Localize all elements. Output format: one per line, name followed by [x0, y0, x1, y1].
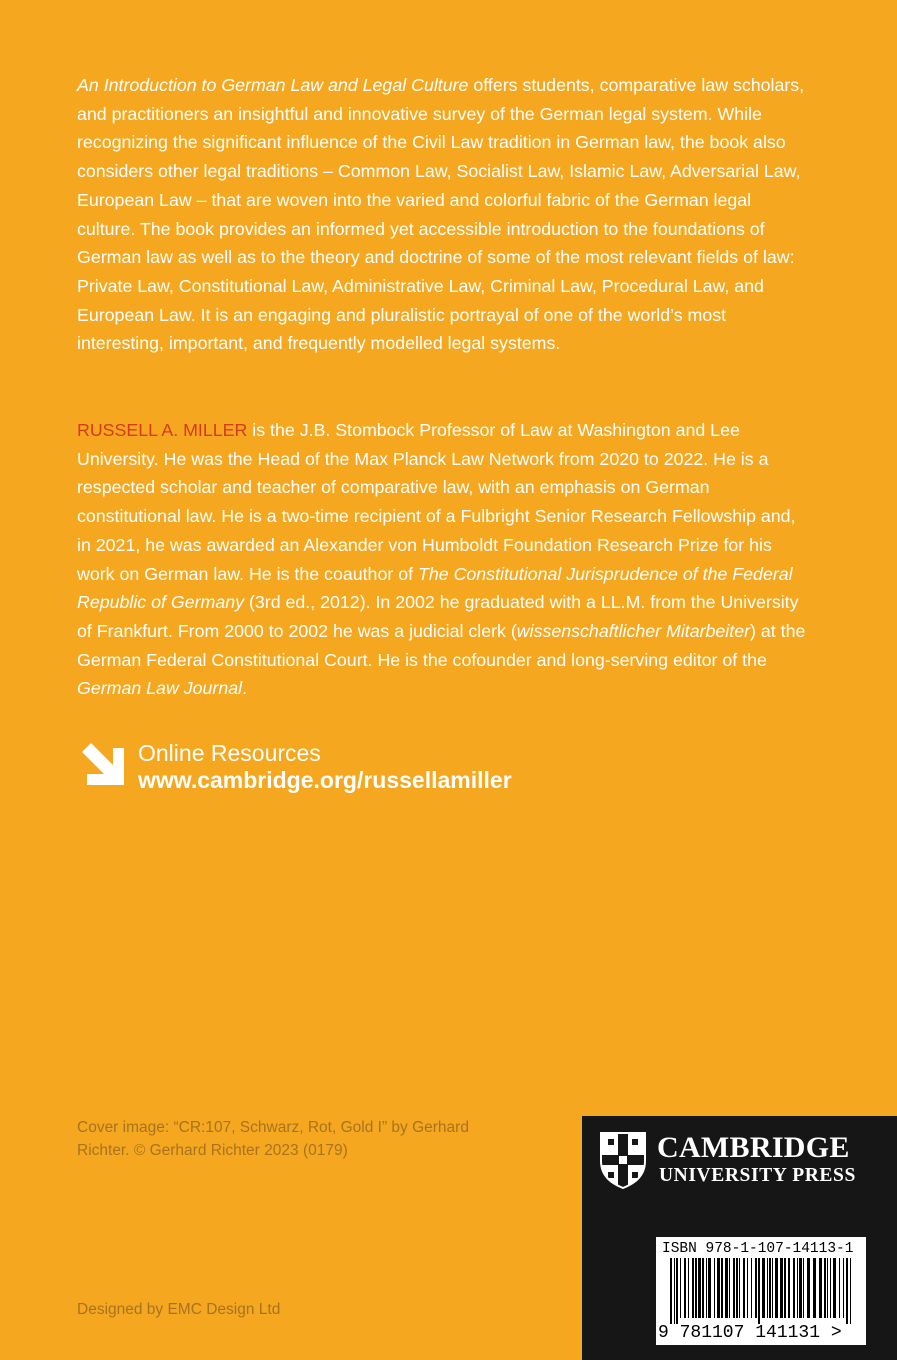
barcode-bar: [824, 1258, 826, 1318]
arrow-down-right-icon: [78, 739, 128, 789]
barcode-bar: [714, 1258, 715, 1318]
barcode-bar: [708, 1258, 711, 1318]
barcode-bar: [775, 1258, 778, 1318]
barcode-bar: [755, 1258, 757, 1318]
barcode-bar: [684, 1258, 686, 1318]
bio-text-3: ) at the German Federal Constitutional Court. He is the cofounder and long-serving editor of the: [77, 620, 806, 670]
barcode-bar: [674, 1258, 675, 1324]
barcode-bar: [819, 1258, 822, 1318]
isbn-barcode: [656, 1237, 866, 1345]
bio-text-1: is the J.B. Stombock Professor of Law at Washington and Lee University. He was the Head of the Max Planck Law Network from 2020 to 2022. He is a respected scholar and teacher of comparative law, with an emphasis on German constitutional law. He is a two-time recipient of a Fulbright Senior Research Fellowship and, in 2021, he was awarded an Alexander von Humboldt Foundation Research Prize for his work on German law. He is the coauthor of: [77, 420, 796, 584]
barcode-bar: [797, 1258, 798, 1318]
barcode-bar: [833, 1258, 836, 1318]
barcode-bar: [780, 1258, 783, 1318]
author-name: RUSSELL A. MILLER: [77, 420, 248, 440]
barcode-bar: [769, 1258, 771, 1318]
barcode-bar: [729, 1258, 730, 1318]
publisher-panel: [582, 1116, 897, 1360]
barcode-bar: [680, 1258, 681, 1318]
barcode-bar: [692, 1258, 694, 1318]
barcode-bar: [788, 1258, 790, 1318]
barcode-bar: [799, 1258, 802, 1318]
barcode-bar: [695, 1258, 697, 1318]
barcode-bar: [721, 1258, 723, 1318]
barcode-bar: [733, 1258, 735, 1318]
online-resources: [78, 738, 578, 798]
barcode-bar: [743, 1258, 745, 1318]
description-text: offers students, comparative law scholars, and practitioners an insightful and innovative survey of the German legal system. While recognizing the significant influence of the Civil Law tradition in German law, the book also considers other legal traditions – Common Law, Socialist Law, Islamic Law, Adversarial Law, European Law – that are woven into the varied and colorful fabric of the German legal culture. The book provides an informed yet accessible introduction to the foundations of German law as well as to the theory and doctrine of some of the most relevant fields of law: Private Law, Constitutional Law, Administrative Law, Criminal Law, Procedural Law, and European Law. It is an engaging and pluralistic portrayal of one of the world’s most interesting, important, and frequently modelled legal systems.: [77, 75, 805, 354]
barcode-bar: [747, 1258, 748, 1318]
barcode-bar: [850, 1258, 851, 1324]
barcode-bar: [702, 1258, 704, 1318]
book-title-italic: An Introduction to German Law and Legal Culture: [77, 75, 469, 95]
coauthored-book-title: The Constitutional Jurisprudence of the Federal Republic of Germany: [77, 563, 793, 613]
barcode-bar: [717, 1258, 720, 1318]
barcode-bar: [827, 1258, 828, 1318]
online-resources-link[interactable]: www.cambridge.org/russellamiller: [138, 767, 512, 793]
barcode-bar: [807, 1258, 810, 1318]
publisher-subtitle: UNIVERSITY PRESS: [659, 1165, 856, 1186]
online-resources-label: Online Resources: [138, 740, 321, 766]
barcode-bar: [830, 1258, 831, 1318]
barcode-bar: [670, 1258, 672, 1324]
journal-title: German Law Journal: [77, 678, 243, 699]
barcode-bar: [843, 1258, 844, 1318]
barcode-bar: [803, 1258, 804, 1318]
barcode-bar: [758, 1258, 760, 1324]
designer-credit: Designed by EMC Design Ltd: [77, 1301, 281, 1318]
barcode-bar: [725, 1258, 728, 1318]
barcode-bar: [813, 1258, 816, 1318]
barcode-bar: [706, 1258, 707, 1318]
bio-text-2: (3rd ed., 2012). In 2002 he graduated with a LL.M. from the University of Frankfurt. From 2000 to 2002 he was a judicial clerk (: [77, 592, 799, 641]
barcode-bar: [793, 1258, 795, 1318]
author-bio: [77, 416, 807, 703]
barcode-bar: [688, 1258, 689, 1318]
barcode-bar: [846, 1258, 848, 1324]
barcode-bar: [784, 1258, 786, 1318]
barcode-bar: [767, 1258, 768, 1318]
barcode-bar: [676, 1258, 678, 1324]
barcode-bar: [762, 1258, 765, 1318]
barcode-bar: [772, 1258, 773, 1318]
barcode-bar: [736, 1258, 738, 1318]
barcode-bar: [739, 1258, 740, 1318]
clerk-title-german: wissenschaftlicher Mitarbeiter: [516, 620, 751, 641]
cambridge-crest-icon: [599, 1131, 647, 1189]
publisher-name: CAMBRIDGE: [657, 1131, 850, 1164]
book-description: [77, 71, 807, 358]
barcode-bars: [656, 1258, 866, 1324]
barcode-bar: [839, 1258, 840, 1318]
isbn-text: ISBN 978-1-107-14113-1: [662, 1241, 854, 1257]
barcode-bar: [698, 1258, 701, 1318]
barcode-bar: [751, 1258, 752, 1318]
barcode-digits: 9 781107 141131 >: [658, 1323, 842, 1343]
bio-text-4: .: [242, 678, 248, 699]
cover-image-credit: Cover image: “CR:107, Schwarz, Rot, Gold I” by Gerhard Richter. © Gerhard Richter 2023 (0179): [77, 1119, 469, 1159]
